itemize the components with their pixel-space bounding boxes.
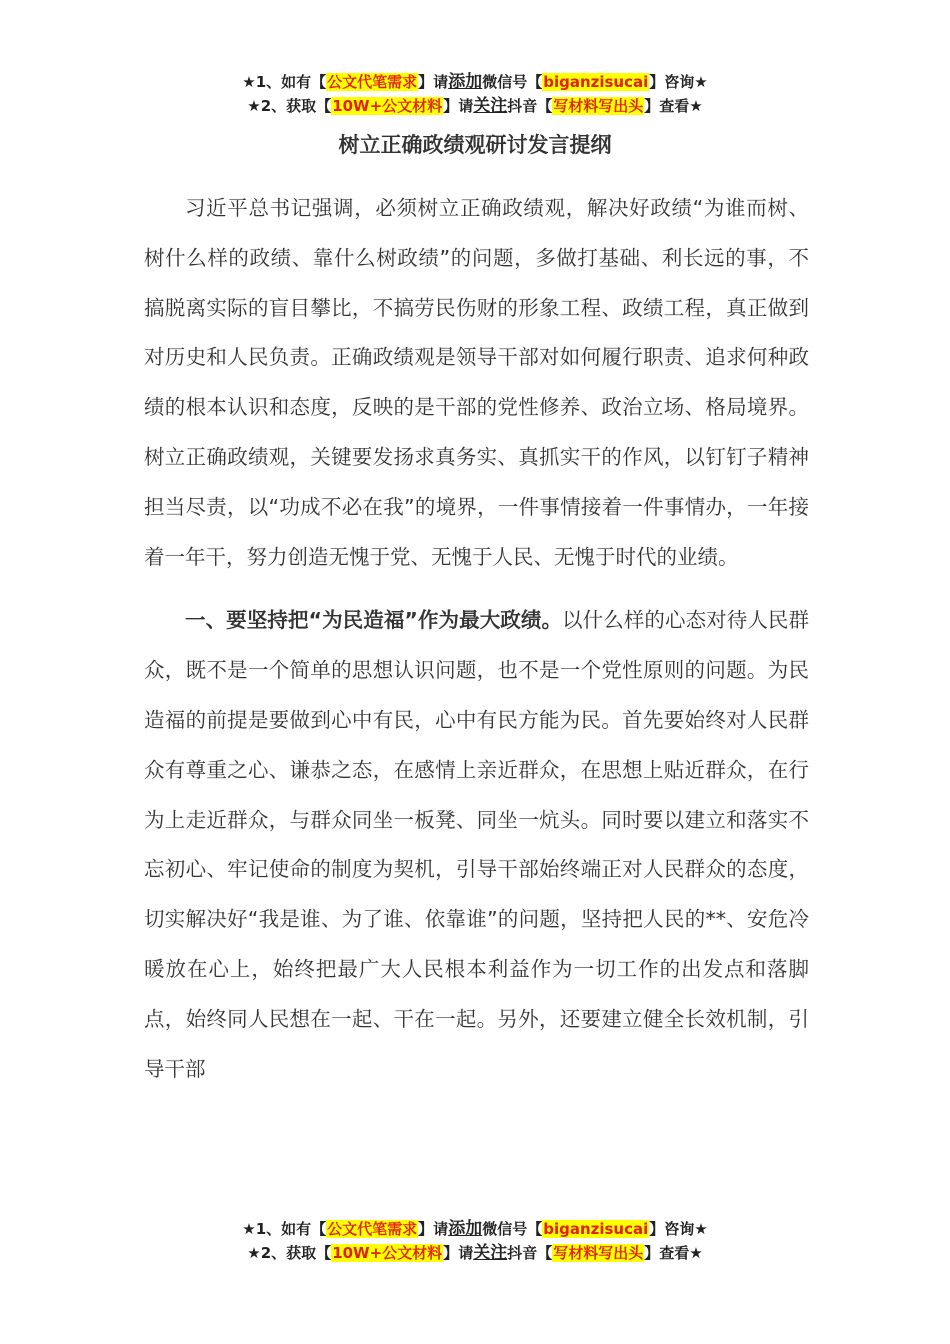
footer-line-2: ★2、获取【10W+公文材料】请关注抖音【写材料写出头】查看★ bbox=[247, 1243, 703, 1263]
intro-paragraph: 习近平总书记强调，必须树立正确政绩观，解决好政绩“为谁而树、树什么样的政绩、靠什么树政绩”的问题，多做打基础、利长远的事，不搞脱离实际的盲目攀比，不搞劳民伤财的形象工程、政绩工程，真正做到对历史和人民负责。正确政绩观是领导干部对如何履行职责、追求何种政绩的根本认识和态度，反映的是干部的党性修养、政治立场、格局境界。树立正确政绩观，关键要发扬求真务实、真抓实干的作风，以钉钉子精神担当尽责，以“功成不必在我”的境界，一件事情接着一件事情办，一年接着一年干，努力创造无愧于党、无愧于人民、无愧于时代的业绩。 bbox=[144, 196, 809, 569]
section-1-text: 以什么样的心态对待人民群众，既不是一个简单的思想认识问题，也不是一个党性原则的问题。为民造福的前提是要做到心中有民，心中有民方能为民。首先要始终对人民群众有尊重之心、谦恭之态，在感情上亲近群众，在思想上贴近群众，在行为上走近群众，与群众同坐一板凳、同坐一炕头。同时要以建立和落实不忘初心、牢记使命的制度为契机，引导干部始终端正对人民群众的态度，切实解决好“我是谁、为了谁、依靠谁”的问题，坚持把人民的**、安危冷暖放在心上，始终把最广大人民根本利益作为一切工作的出发点和落脚点，始终同人民想在一起、干在一起。另外，还要建立健全长效机制，引导干部 bbox=[144, 608, 809, 1081]
footer-line-1: ★1、如有【公文代笔需求】请添加微信号【biganzisucai】咨询★ bbox=[242, 1219, 708, 1239]
highlight-wechat-id: biganzisucai bbox=[543, 73, 649, 91]
highlight-materials: 10W+公文材料 bbox=[332, 97, 443, 115]
highlight-douyin: 写材料写出头 bbox=[553, 97, 644, 115]
document-body bbox=[144, 184, 809, 1094]
banner-line-1: ★1、如有【公文代笔需求】请添加微信号【biganzisucai】咨询★ bbox=[242, 72, 708, 92]
header-banner bbox=[0, 70, 950, 118]
section-1-paragraph bbox=[144, 596, 809, 1094]
highlight-service: 公文代笔需求 bbox=[327, 73, 418, 91]
footer-banner bbox=[0, 1217, 950, 1265]
section-1-heading: 一、要坚持把“为民造福”作为最大政绩。 bbox=[185, 608, 563, 633]
document-title: 树立正确政绩观研讨发言提纲 bbox=[338, 133, 612, 157]
banner-line-2: ★2、获取【10W+公文材料】请关注抖音【写材料写出头】查看★ bbox=[247, 96, 703, 116]
